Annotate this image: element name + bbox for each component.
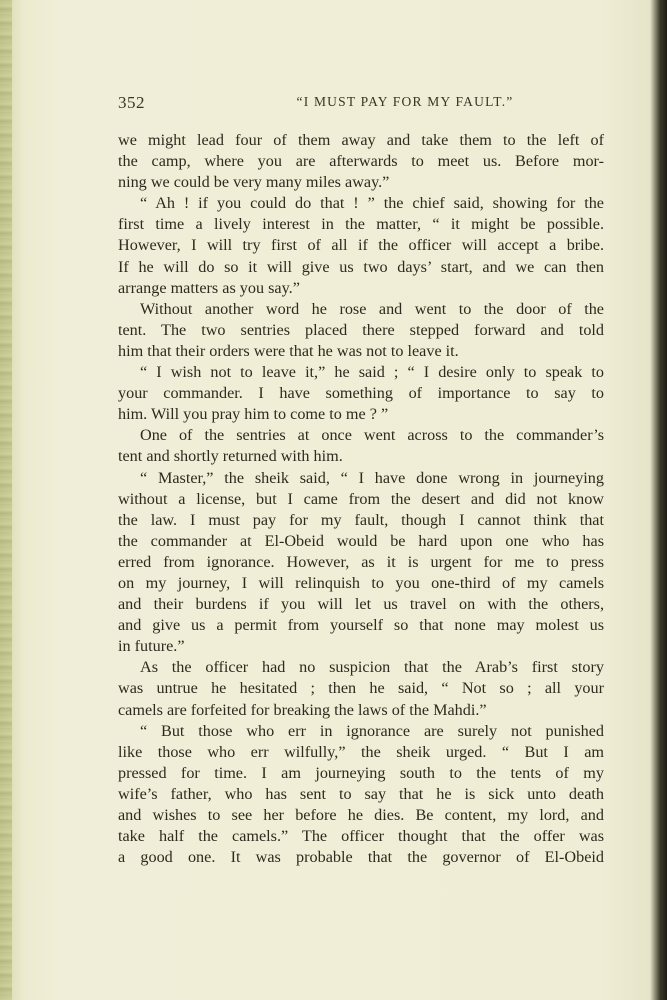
running-title: “I MUST PAY FOR MY FAULT.”: [296, 94, 514, 109]
text-line: If he will do so it will give us two days’ start, and we can then: [118, 257, 604, 276]
text-line: camels are forfeited for breaking the laws of the Mahdi.”: [118, 700, 487, 719]
text-line: pressed for time. I am journeying south to the tents of my: [118, 763, 604, 782]
text-line: One of the sentries at once went across to the commander’s: [140, 426, 604, 445]
text-line: your commander. I have something of importance to say to: [118, 384, 604, 403]
text-line: “ I wish not to leave it,” he said ; “ I desire only to speak to: [140, 363, 604, 382]
text-line: “ Ah ! if you could do that ! ” the chief said, showing for the: [140, 194, 604, 213]
text-line: As the officer had no suspicion that the Arab’s first story: [140, 658, 604, 677]
page-header: [118, 93, 602, 117]
page-binding-edge: [0, 0, 12, 1000]
text-line: and their burdens if you will let us travel on with the others,: [118, 595, 604, 614]
text-line: on my journey, I will relinquish to you one-third of my camels: [118, 573, 604, 592]
text-line: him that their orders were that he was not to leave it.: [118, 341, 459, 360]
text-line: ning we could be very many miles away.”: [118, 173, 390, 192]
text-line: arrange matters as you say.”: [118, 278, 300, 297]
text-line: was untrue he hesitated ; then he said, “ Not so ; all your: [118, 679, 604, 698]
text-line: Without another word he rose and went to the door of the: [140, 299, 604, 318]
body-text: [118, 130, 604, 868]
text-line: tent and shortly returned with him.: [118, 447, 343, 466]
text-line: like those who err wilfully,” the sheik urged. “ But I am: [118, 742, 604, 761]
text-line: tent. The two sentries placed there stepped forward and told: [118, 320, 604, 339]
text-line: “ Master,” the sheik said, “ I have done wrong in journeying: [140, 468, 604, 487]
text-line: first time a lively interest in the matter, “ it might be possible.: [118, 215, 604, 234]
text-line: However, I will try first of all if the officer will accept a bribe.: [118, 236, 604, 255]
page-number: 352: [118, 93, 145, 112]
text-line: the law. I must pay for my fault, though I cannot think that: [118, 510, 604, 529]
text-line: the camp, where you are afterwards to meet us. Before mor-: [118, 152, 604, 171]
text-line: and wishes to see her before he dies. Be content, my lord, and: [118, 806, 604, 824]
text-line: wife’s father, who has sent to say that he is sick unto death: [118, 784, 604, 803]
text-line: take half the camels.” The officer thought that the offer was: [118, 827, 604, 846]
text-line: the commander at El-Obeid would be hard upon one who has: [118, 531, 604, 550]
text-line: without a license, but I came from the desert and did not know: [118, 489, 604, 508]
text-line: erred from ignorance. However, as it is urgent for me to press: [118, 552, 604, 571]
text-line: we might lead four of them away and take them to the left of: [118, 131, 604, 149]
text-line: and give us a permit from yourself so that none may molest us: [118, 616, 604, 635]
text-line: in future.”: [118, 637, 185, 656]
text-line: “ But those who err in ignorance are surely not punished: [140, 721, 604, 740]
text-line: a good one. It was probable that the governor of El-Obeid: [118, 848, 604, 867]
text-line: him. Will you pray him to come to me ? ”: [118, 405, 389, 424]
